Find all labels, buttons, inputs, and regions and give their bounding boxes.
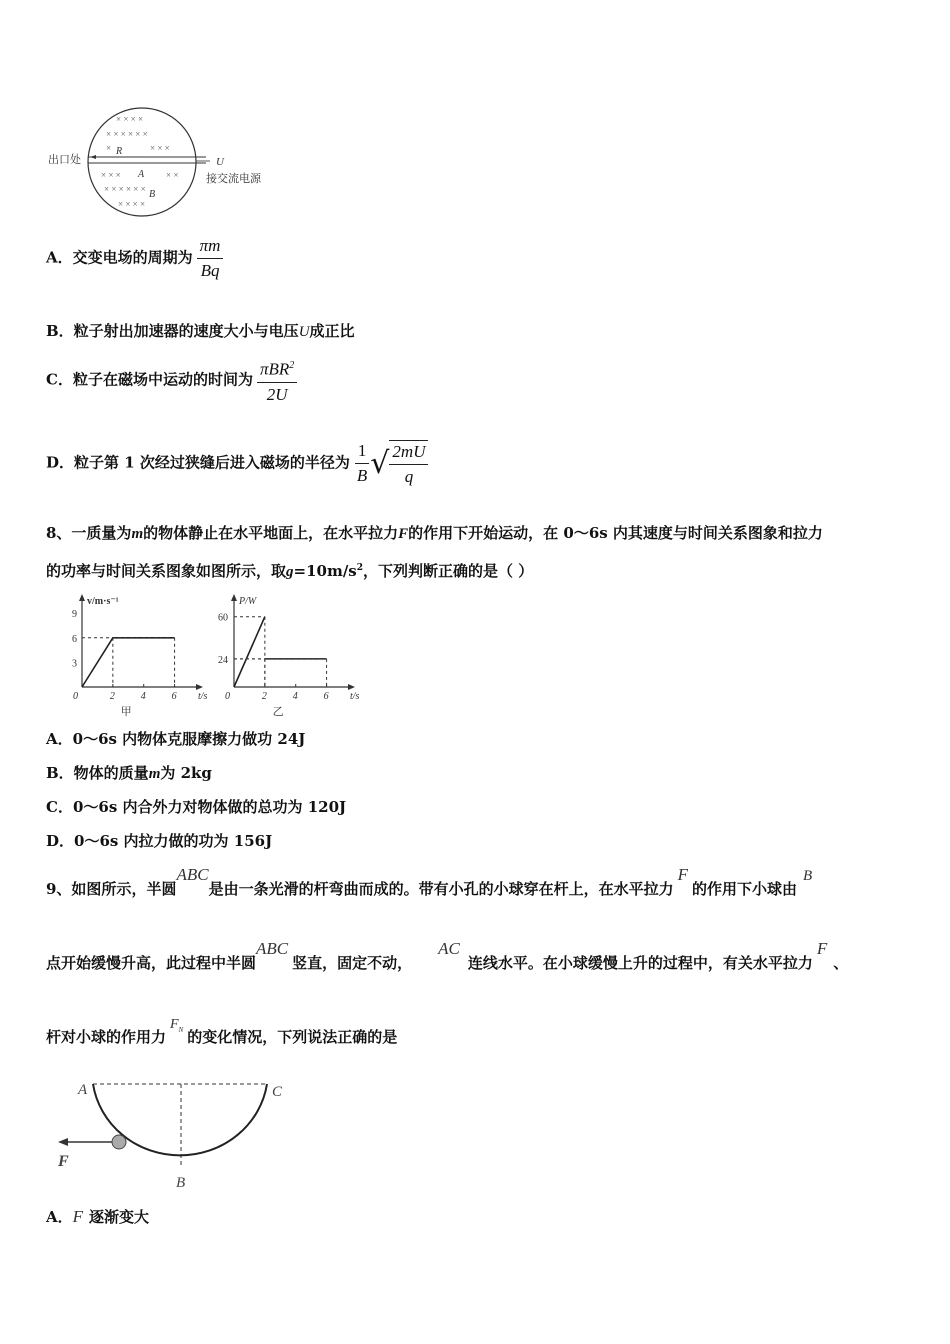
- p-y-tick-label: 60: [218, 612, 228, 624]
- q9-stem-line3: 杆对小球的作用力$F_N$ 的变化情况，下列说法正确的是: [46, 1017, 398, 1046]
- q8-option-b: B．物体的质量m为 2kg: [46, 764, 212, 782]
- U-label: U: [216, 156, 224, 168]
- fig-label-f: F: [58, 1153, 69, 1170]
- svg-text:×: ×: [106, 143, 112, 153]
- sqrt-sign: √: [370, 445, 390, 481]
- chart-velocity-time: [60, 592, 210, 717]
- ball: [112, 1135, 126, 1149]
- p-x-arrowhead: [348, 684, 355, 690]
- v-x-arrowhead: [196, 684, 203, 690]
- field-crosses: [101, 114, 178, 209]
- q7-c-fraction: $\frac{\pi BR^2}{2U}$: [257, 356, 297, 405]
- v-x-tick-label: 2: [109, 691, 115, 702]
- q7-option-d: D．粒子第 1 次经过狭缝后进入磁场的半径为 $\frac{1}{B}$ √ $\frac{2mU}{q}$: [46, 440, 428, 487]
- svg-text:× × ×: × × ×: [101, 170, 121, 180]
- v-x-axis-label: t/s: [198, 691, 208, 702]
- semicircle-figure: [50, 1072, 300, 1197]
- p-series-line-0: [234, 617, 265, 687]
- svg-text:× × × ×: × × × ×: [116, 114, 144, 124]
- fn-symbol: $F_N$: [170, 1017, 184, 1034]
- v-y-arrowhead: [79, 594, 85, 601]
- cyclotron-figure: [46, 105, 286, 230]
- v-x-tick-label: 0: [73, 691, 78, 702]
- q7-a-fraction: $\frac{\pi m}{Bq}$: [197, 236, 224, 281]
- v-x-tick-label: 4: [140, 691, 146, 702]
- fig-label-a: A: [78, 1082, 88, 1098]
- v-x-tick-label: 6: [171, 691, 177, 702]
- v-series-line-0: [82, 638, 175, 687]
- p-y-arrowhead: [231, 594, 237, 601]
- R-label: R: [116, 146, 123, 157]
- q8-stem-line2: 的功率与时间关系图象如图所示，取$g=10m/s^2$，下列判断正确的是（ ）: [46, 562, 534, 580]
- q9-stem-line1: 9、如图所示，半圆ABC是由一条光滑的杆弯曲而成的。带有小孔的小球穿在杆上，在水平拉力F的作用下小球由B: [46, 865, 813, 898]
- p-x-tick-label: 2: [261, 691, 267, 702]
- force-arrowhead: [58, 1138, 68, 1146]
- p-y-axis-label: P/W: [239, 596, 257, 607]
- source-label: 接交流电源: [206, 173, 261, 185]
- q9-stem-line2: 点开始缓慢升高，此过程中半圆ABC竖直，固定不动，AC连线水平。在小球缓慢上升的过程中，有关水平拉力F、: [46, 939, 849, 972]
- svg-text:× × × × × ×: × × × × × ×: [104, 184, 146, 194]
- v-y-tick-label: 6: [72, 633, 77, 645]
- radius-arrowhead: [90, 155, 96, 159]
- q8-option-c: C．0～6s 内合外力对物体做的总功为 120J: [46, 798, 347, 816]
- p-x-tick-label: 6: [323, 691, 329, 702]
- A-label: A: [138, 169, 145, 180]
- q7-d-fraction: $\frac{1}{B}$: [354, 441, 370, 486]
- sqrt-expression: √ $\frac{2mU}{q}$: [370, 440, 428, 487]
- v-y-tick-label: 9: [72, 609, 77, 621]
- p-x-axis-label: t/s: [350, 691, 360, 702]
- q8-option-d: D．0～6s 内拉力做的功为 156J: [46, 832, 273, 850]
- chart-power-time: [212, 592, 362, 717]
- svg-text:× ×: × ×: [166, 170, 179, 180]
- B-label: B: [149, 189, 156, 200]
- svg-text:× × × × × ×: × × × × × ×: [106, 129, 148, 139]
- v-y-axis-label: v/m·s⁻¹: [87, 596, 119, 607]
- fig-label-b: B: [176, 1175, 186, 1191]
- svg-text:× × ×: × × ×: [150, 143, 170, 153]
- v-y-tick-label: 3: [72, 658, 77, 670]
- svg-text:× × × ×: × × × ×: [118, 199, 146, 209]
- p-x-tick-label: 0: [225, 691, 230, 702]
- q8-stem-line1: 8、一质量为m的物体静止在水平地面上，在水平拉力F的作用下开始运动，在 0～6s 内其速度与时间关系图象和拉力: [46, 524, 823, 542]
- v-chart-title: 甲: [120, 706, 132, 717]
- q7-option-b: B．粒子射出加速器的速度大小与电压U成正比: [46, 322, 355, 340]
- q9-option-a: A．F 逐渐变大: [46, 1207, 150, 1226]
- q7-option-a: A．交变电场的周期为 $\frac{\pi m}{Bq}$: [46, 236, 223, 281]
- p-chart-title: 乙: [272, 706, 284, 717]
- fig-label-c: C: [272, 1084, 283, 1100]
- exit-label: 出口处: [48, 154, 81, 166]
- q7-option-c: C．粒子在磁场中运动的时间为 $\frac{\pi BR^2}{2U}$: [46, 356, 297, 405]
- p-y-tick-label: 24: [218, 654, 228, 666]
- q8-option-a: A．0～6s 内物体克服摩擦力做功 24J: [46, 730, 306, 748]
- p-x-tick-label: 4: [292, 691, 298, 702]
